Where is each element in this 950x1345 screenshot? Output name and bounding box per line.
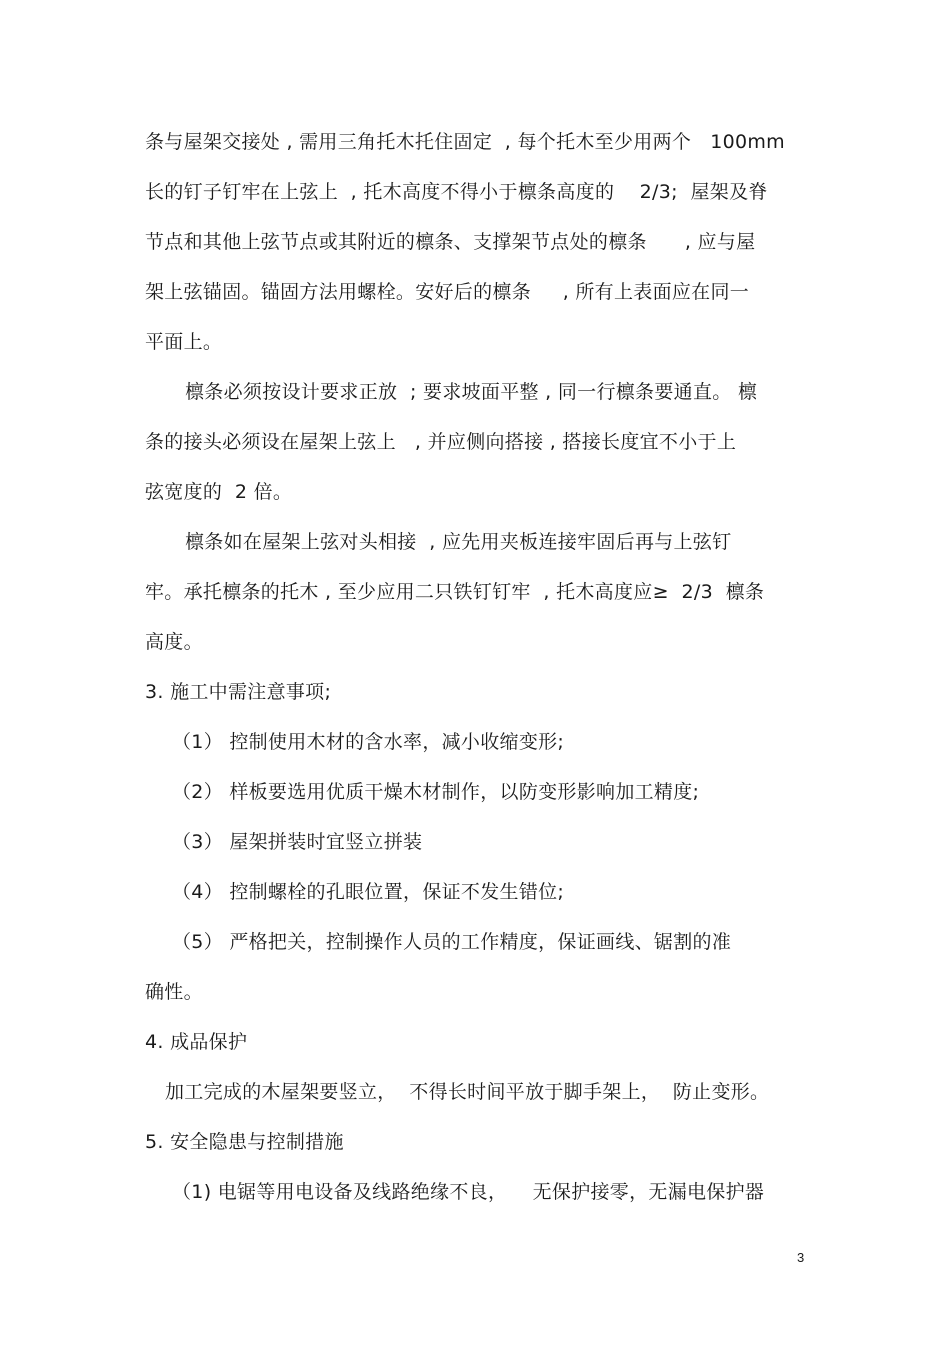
- text-line: 节点和其他上弦节点或其附近的檩条、支撑架节点处的檩条 , 应与屋: [145, 231, 756, 253]
- paragraph-start: 檩条必须按设计要求正放 ; 要求坡面平整 , 同一行檩条要通直。 檩: [185, 381, 758, 403]
- text-line: 加工完成的木屋架要竖立， 不得长时间平放于脚手架上， 防止变形。: [165, 1081, 770, 1103]
- text-line: 架上弦锚固。锚固方法用螺栓。安好后的檩条 , 所有上表面应在同一: [145, 281, 750, 303]
- text-line: 条与屋架交接处 , 需用三角托木托住固定 , 每个托木至少用两个 100mm: [145, 131, 785, 153]
- list-item: （4） 控制螺栓的孔眼位置，保证不发生错位;: [172, 881, 565, 903]
- text-line: 条的接头必须设在屋架上弦上 , 并应侧向搭接 , 搭接长度宜不小于上: [145, 431, 737, 453]
- list-item: （1） 控制使用木材的含水率，减小收缩变形;: [172, 731, 565, 753]
- text-line: 确性。: [145, 981, 203, 1003]
- section-heading: 4. 成品保护: [145, 1031, 248, 1053]
- list-item: （2） 样板要选用优质干燥木材制作，以防变形影响加工精度;: [172, 781, 700, 803]
- list-item: （5） 严格把关，控制操作人员的工作精度，保证画线、锯割的准: [172, 931, 732, 953]
- list-item: （1) 电锯等用电设备及线路绝缘不良， 无保护接零，无漏电保护器: [172, 1181, 765, 1203]
- section-heading: 5. 安全隐患与控制措施: [145, 1131, 344, 1153]
- text-line: 平面上。: [145, 331, 223, 353]
- page-number: 3: [797, 1250, 805, 1265]
- text-line: 牢。承托檩条的托木 , 至少应用二只铁钉钉牢 , 托木高度应≥ 2/3 檩条: [145, 581, 765, 603]
- paragraph-start: 檩条如在屋架上弦对头相接 , 应先用夹板连接牢固后再与上弦钉: [185, 531, 732, 553]
- section-heading: 3. 施工中需注意事项;: [145, 681, 332, 703]
- text-line: 高度。: [145, 631, 203, 653]
- text-line: 长的钉子钉牢在上弦上 , 托木高度不得小于檩条高度的 2/3; 屋架及脊: [145, 181, 768, 203]
- list-item: （3） 屋架拼装时宜竖立拼装: [172, 831, 423, 853]
- text-line: 弦宽度的 2 倍。: [145, 481, 293, 503]
